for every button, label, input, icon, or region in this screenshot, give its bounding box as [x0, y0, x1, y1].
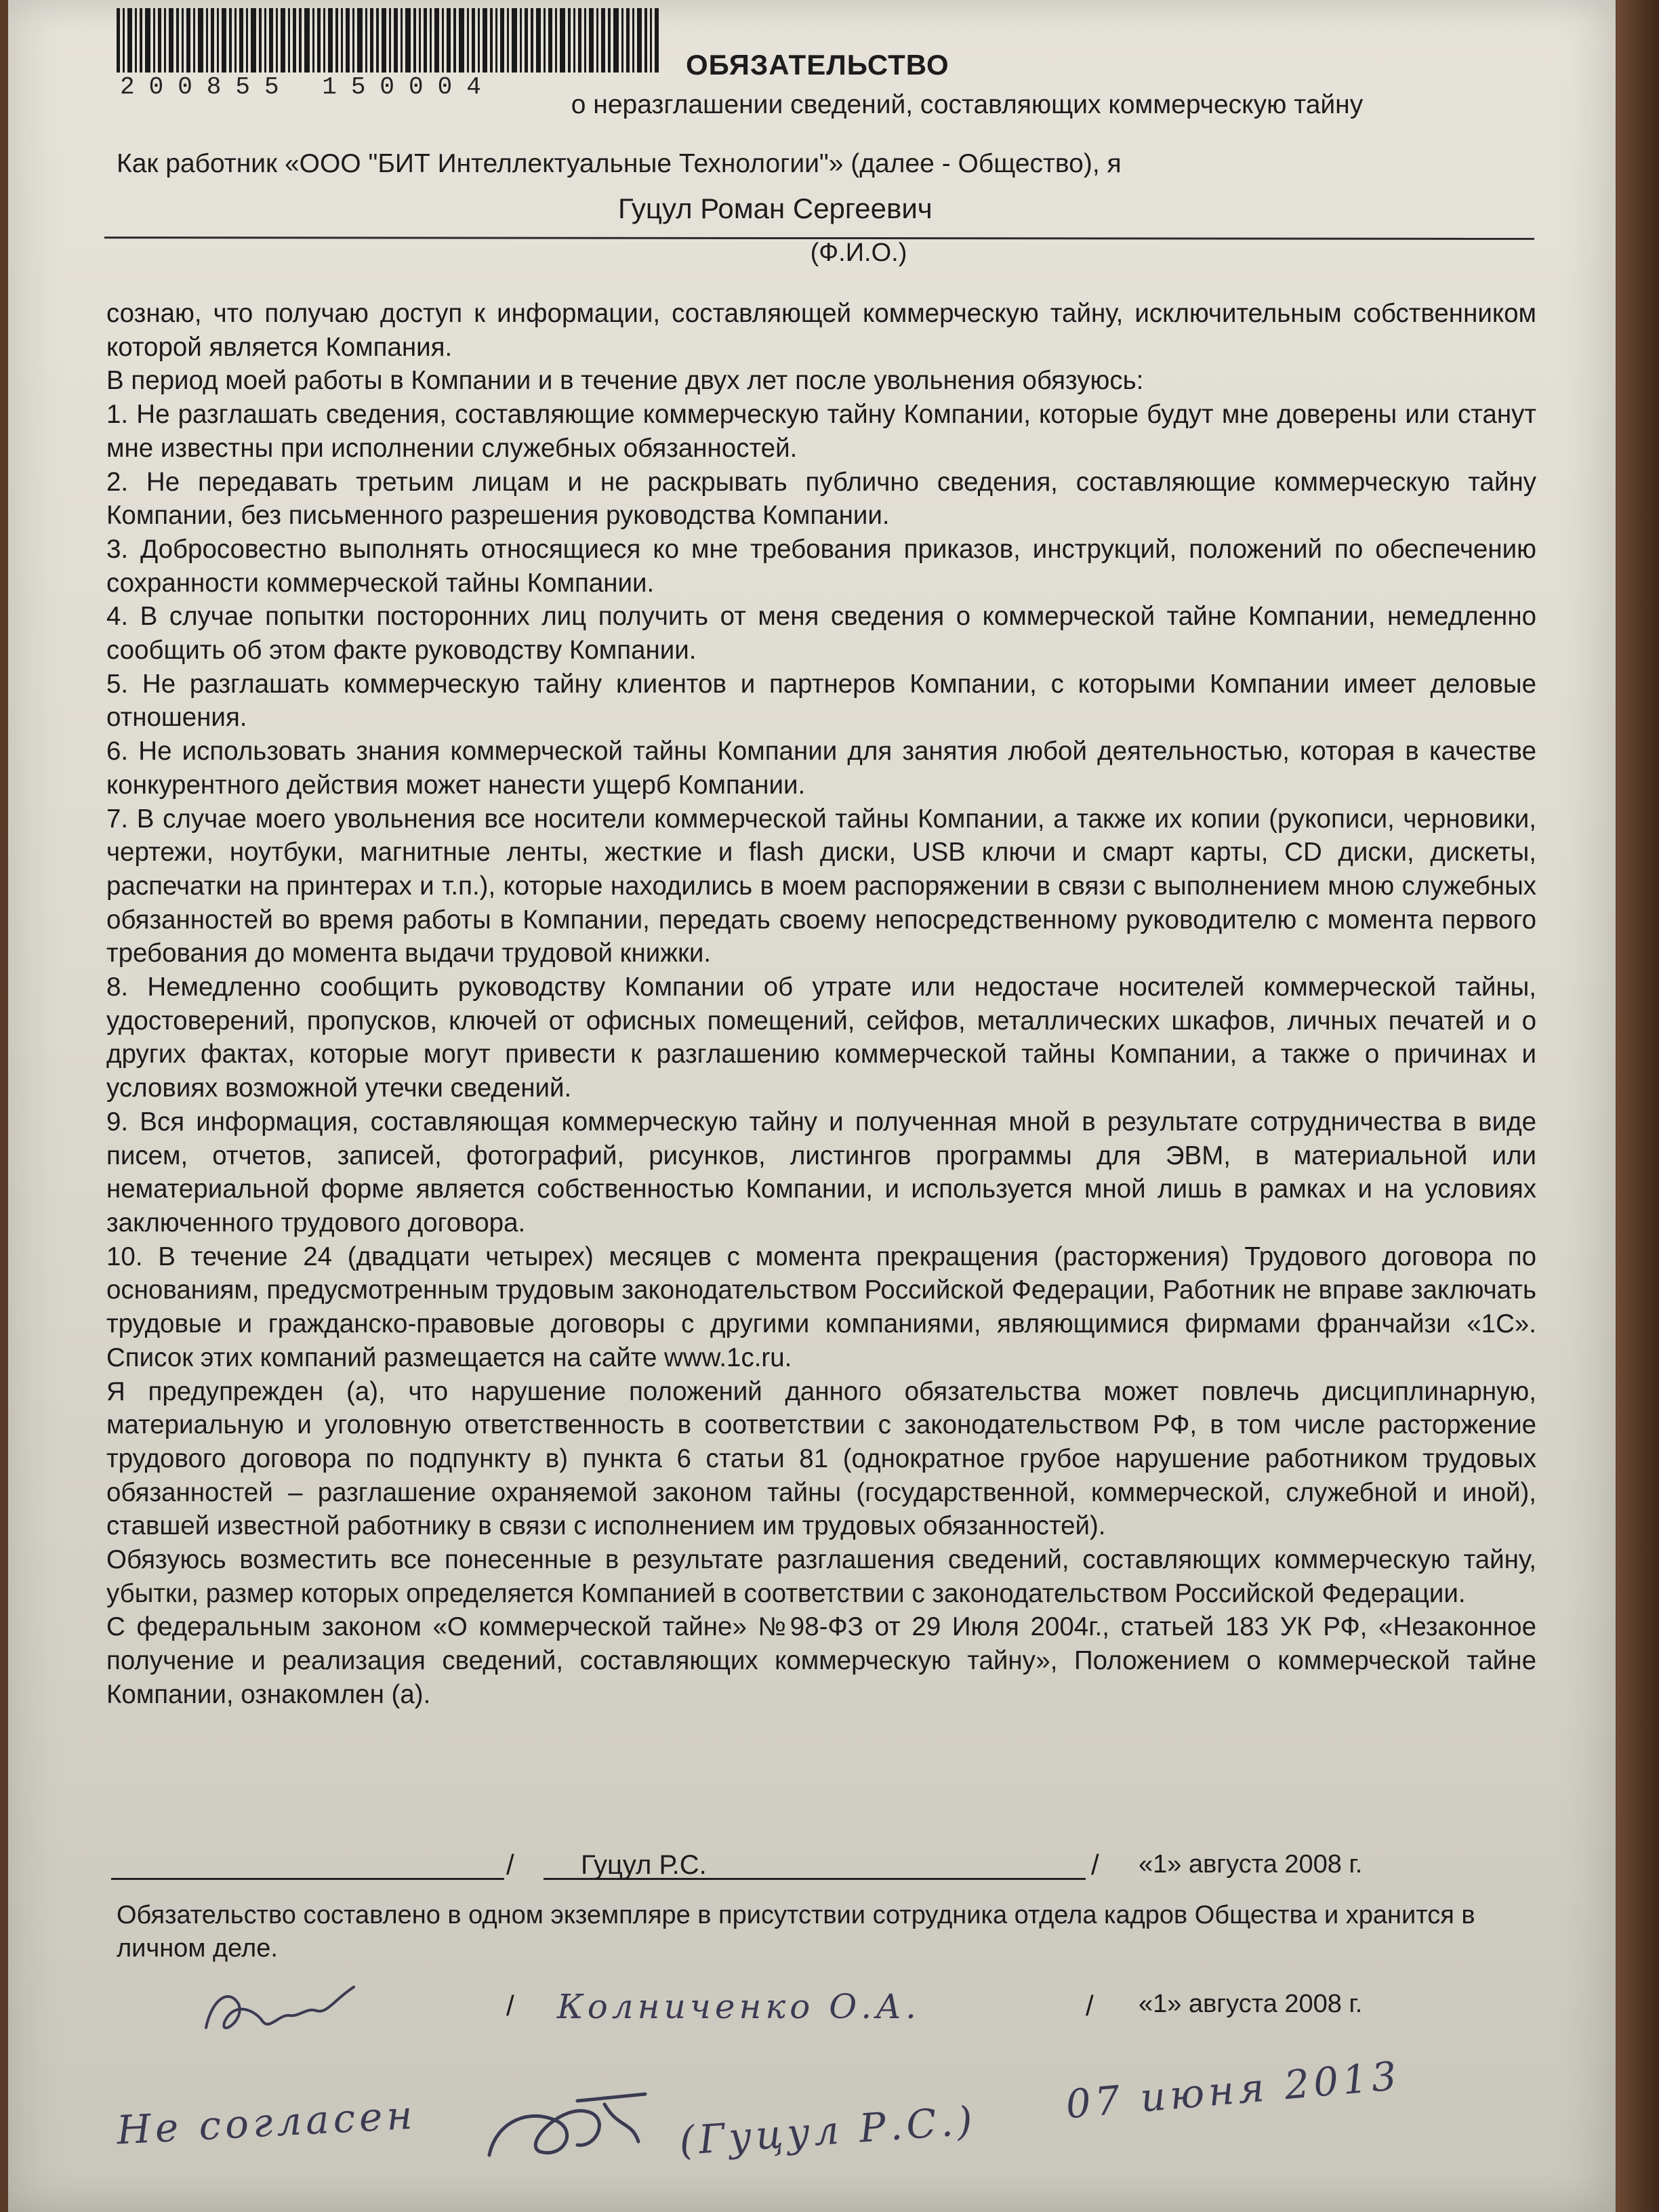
clause-7: 7. В случае моего увольнения все носители коммерческой тайны Компании, а также их копии (рукописи, черновики, чертежи, ноутбуки, магнитные ленты, жесткие и flash диски, USB ключи и смарт карты, CD диски, дискеты, распечатки на принтерах и т.п.), которые находились в моем распоряжении в связи с выполнением мною служебных обязанностей во время работы в Компании, передать своему непосредственному руководителю с момента первого требования до момента выдачи трудовой книжки. [106, 804, 1536, 968]
intro-line: Как работник «ООО "БИТ Интеллектуальные Технологии"» (далее - Общество), я [117, 149, 1122, 178]
clause-10: 10. В течение 24 (двадцати четырех) месяцев с момента прекращения (расторжения) Трудового договора по основаниям, предусмотренным трудовым законодательством Российской Федерации, Работник не вправе заключать трудовые и гражданско-правовые договоры с другими компаниями, являющимися фирмами франчайзи «1С». Список этих компаний размещается на сайте www.1c.ru. [106, 1242, 1536, 1372]
employee-short-name: Гуцул Р.С. [581, 1850, 707, 1880]
hr-signature-row [8, 1973, 1624, 2055]
closing-statement: Обязательство составлено в одном экземпляре в присутствии сотрудника отдела кадров Общества и хранится в личном деле. [117, 1901, 1475, 1963]
separator-slash: / [506, 1990, 514, 2022]
clause-4: 4. В случае попытки посторонних лиц получить от меня сведения о коммерческой тайне Компании, немедленно сообщить об этом факте руководству Компании. [106, 602, 1536, 665]
hr-name-handwritten: Колниченко О.А. [557, 1987, 920, 2026]
employee-signature-row [8, 1845, 1624, 1885]
barcode-number: 200855 150004 [120, 73, 495, 101]
clause-5: 5. Не разглашать коммерческую тайну клиентов и партнеров Компании, с которыми Компании имеет деловые отношения. [106, 669, 1536, 733]
signature-underline [111, 1878, 504, 1880]
employee-signature-2013 [476, 2081, 652, 2182]
employee-full-name: Гуцул Роман Сергеевич [618, 192, 933, 224]
paragraph-liability: Я предупрежден (а), что нарушение положений данного обязательства может повлечь дисциплинарную, материальную и уголовную ответственность в соответствии с законодательством РФ, в том числе расторжение трудового договора по подпункту в) пункта 6 статьи 81 (однократное грубое нарушение работником трудовых обязанностей – разглашение охраняемой законом тайны (государственной, коммерческой, служебной и иной), ставшей известной работнику в связи с исполнением им трудовых обязанностей). [106, 1376, 1536, 1541]
name-caption: (Ф.И.О.) [810, 239, 907, 267]
handwritten-employee-name: (Гуцул Р.С.) [678, 2097, 978, 2165]
clause-9: 9. Вся информация, составляющая коммерческую тайну и полученная мной в результате сотрудничества в виде писем, отчетов, записей, фотографий, рисунков, листингов программы для ЭВМ, в материальной или нематериальной форме является собственностью Компании, и используется мной лишь в рамках и на условиях заключенного трудового договора. [106, 1107, 1536, 1237]
document-page [8, 0, 1616, 2212]
handwritten-disagreement: Не согласен [115, 2091, 418, 2154]
paragraph-awareness: сознаю, что получаю доступ к информации, составляющей коммерческую тайну, исключительным собственником которой является Компания. [106, 299, 1536, 362]
clause-2: 2. Не передавать третьим лицам и не раскрывать публично сведения, составляющие коммерческую тайну Компании, без письменного разрешения руководства Компании. [106, 467, 1536, 531]
separator-slash: / [506, 1849, 514, 1881]
clause-1: 1. Не разглашать сведения, составляющие коммерческую тайну Компании, которые будут мне доверены или станут мне известны при исполнении служебных обязанностей. [106, 400, 1536, 463]
separator-slash: / [1091, 1849, 1099, 1881]
hr-sign-date: «1» августа 2008 г. [1139, 1990, 1363, 2018]
obligation-body [106, 297, 1536, 1712]
paragraph-acknowledgement: С федеральным законом «О коммерческой тайне» №98-ФЗ от 29 Июля 2004г., статьей 183 УК РФ, «Незаконное получение и реализация сведений, составляющих коммерческую тайну», Положением о коммерческой тайне Компании, ознакомлен (а). [106, 1612, 1536, 1709]
clause-6: 6. Не использовать знания коммерческой тайны Компании для занятия любой деятельностью, которая в качестве конкурентного действия может нанести ущерб Компании. [106, 737, 1536, 800]
handwritten-date-2013: 07 июня 2013 [1063, 2052, 1403, 2128]
barcode [117, 8, 659, 73]
paragraph-obligations-intro: В период моей работы в Компании и в течение двух лет после увольнения обязуюсь: [106, 366, 1144, 396]
clause-8: 8. Немедленно сообщить руководству Компании об утрате или недостаче носителей коммерческой тайны, удостоверений, пропусков, ключей от офисных помещений, сейфов, металлических шкафов, личных печатей и о других фактах, которые могут привести к разглашению коммерческой тайны Компании, а также о причинах и условиях возможной утечки сведений. [106, 972, 1536, 1103]
clause-3: 3. Добросовестно выполнять относящиеся ко мне требования приказов, инструкций, положений по обеспечению сохранности коммерческой тайны Компании. [106, 534, 1536, 598]
hr-signature [198, 1973, 361, 2055]
paragraph-compensation: Обязуюсь возместить все понесенные в результате разглашения сведений, составляющих коммерческую тайну, убытки, размер которых определяется Компанией в соответствии с законодательством Российской Федерации. [106, 1545, 1536, 1608]
separator-slash: / [1086, 1990, 1094, 2022]
document-title: ОБЯЗАТЕЛЬСТВО [686, 49, 949, 81]
employee-sign-date: «1» августа 2008 г. [1139, 1850, 1363, 1879]
document-subtitle: о неразглашении сведений, составляющих коммерческую тайну [571, 90, 1364, 119]
